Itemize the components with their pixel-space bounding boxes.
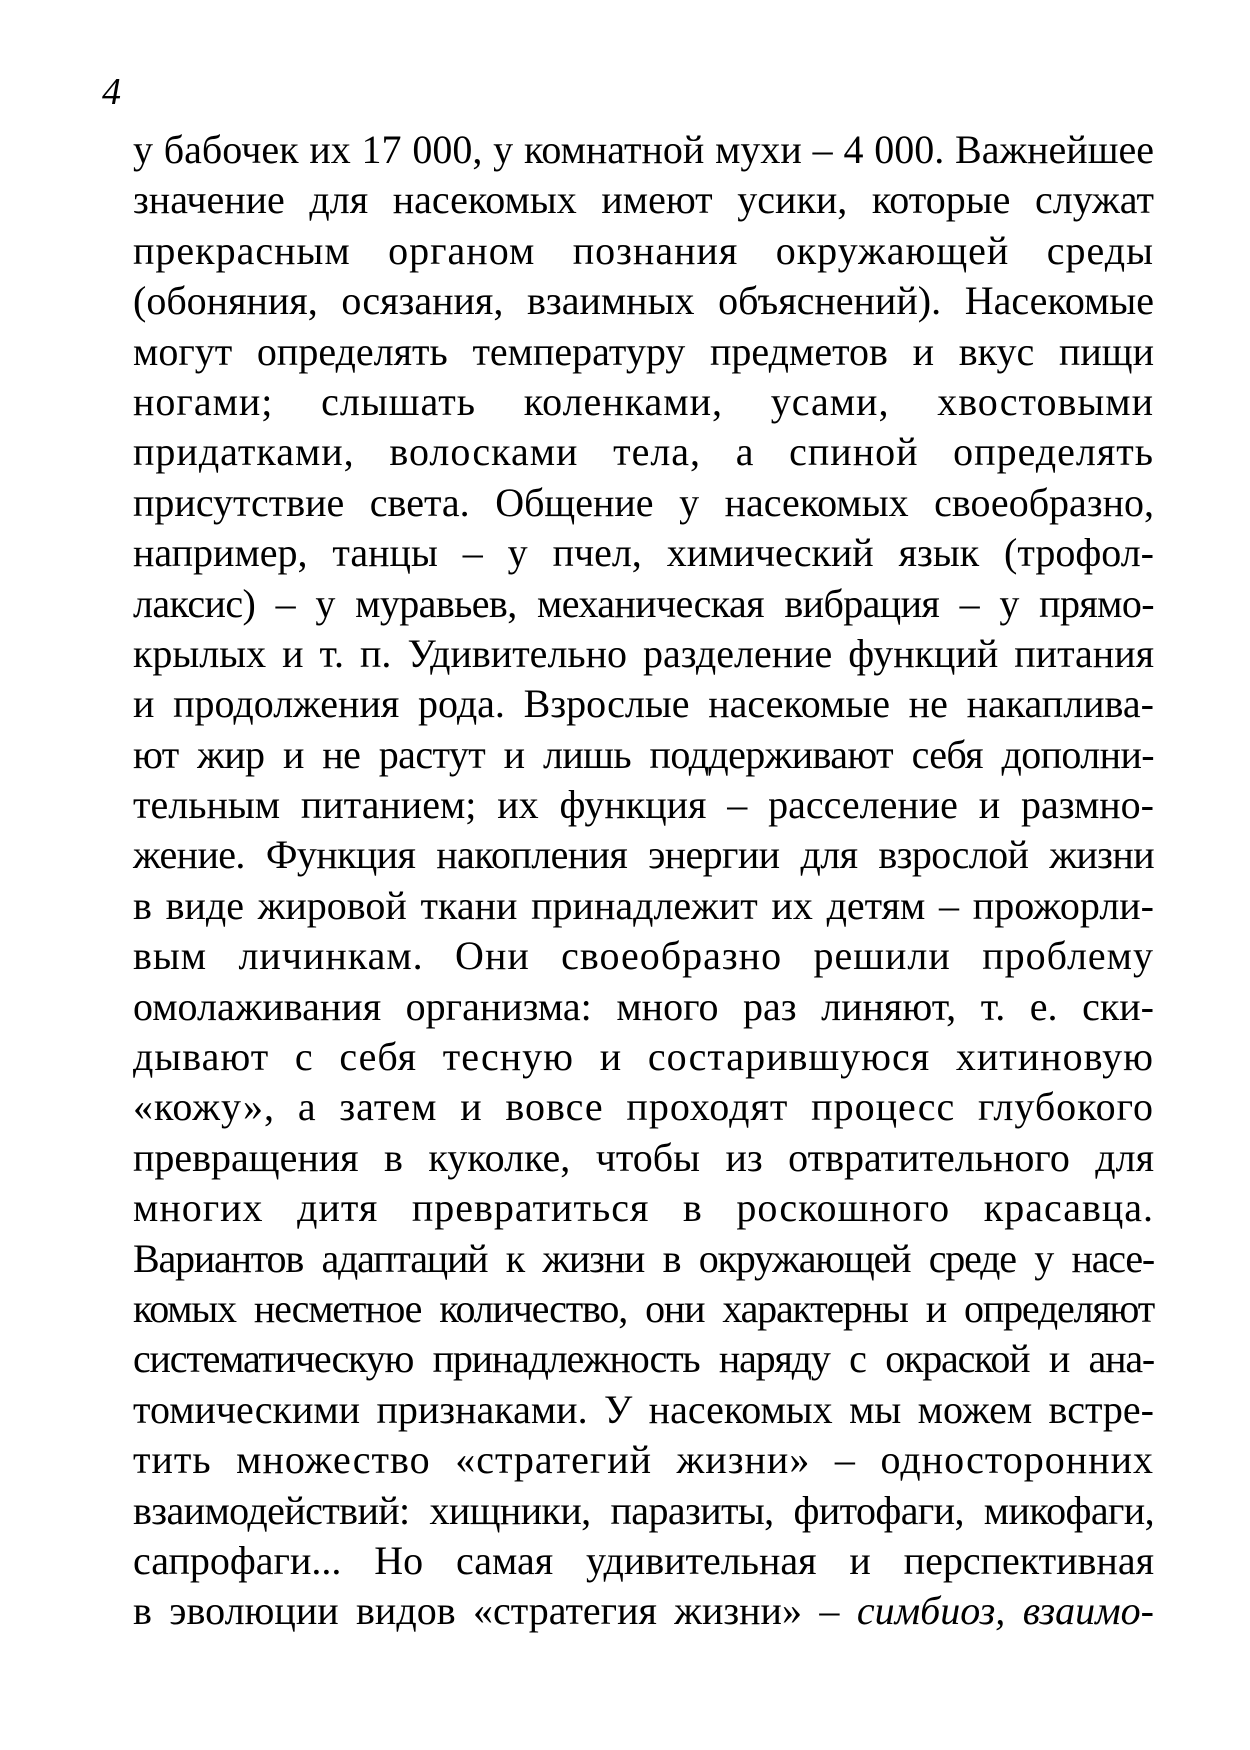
page-number: 4 xyxy=(102,71,121,113)
text-line: «кожу», а затем и вовсе проходят процесс глубокого xyxy=(133,1084,1154,1130)
text-line: жение. Функция накопления энергии для взрослой жизни xyxy=(133,832,1154,878)
last-line-italic: симбиоз, взаимо- xyxy=(856,1588,1154,1634)
text-line: (обоняния, осязания, взаимных объяснений). Насекомые xyxy=(133,278,1154,324)
text-line-last xyxy=(133,1586,1154,1636)
text-line: ют жир и не растут и лишь поддерживают себя дополни- xyxy=(133,731,1154,777)
text-line: комых несметное количество, они характерны и определяют xyxy=(133,1285,1154,1331)
text-line: значение для насекомых имеют усики, которые служат xyxy=(133,177,1154,223)
text-line: могут определять температуру предметов и вкус пищи xyxy=(133,328,1154,374)
text-line: систематическую принадлежность наряду с окраской и ана- xyxy=(133,1336,1154,1382)
text-line: лаксис) – у муравьев, механическая вибрация – у прямо- xyxy=(133,580,1154,626)
text-line: придатками, волосками тела, а спиной определять xyxy=(133,429,1154,475)
text-line: ногами; слышать коленками, усами, хвостовыми xyxy=(133,378,1154,424)
text-line: крылых и т. п. Удивительно разделение функций питания xyxy=(133,630,1154,676)
text-line: присутствие света. Общение у насекомых своеобразно, xyxy=(133,479,1154,525)
text-line: томическими признаками. У насекомых мы можем встре- xyxy=(133,1386,1154,1432)
text-line: прекрасным органом познания окружающей среды xyxy=(133,227,1154,273)
text-line: у бабочек их 17 000, у комнатной мухи – 4 000. Важнейшее xyxy=(133,127,1154,172)
body-text xyxy=(133,125,1154,1637)
text-line: многих дитя превратиться в роскошного красавца. xyxy=(133,1185,1154,1231)
text-line: сапрофаги... Но самая удивительная и перспективная xyxy=(133,1537,1154,1583)
text-line: в виде жировой ткани принадлежит их детям – прожорли- xyxy=(133,882,1154,928)
last-line-plain: в эволюции видов «стратегия жизни» – xyxy=(133,1588,857,1634)
text-line: например, танцы – у пчел, химический язык (трофол- xyxy=(133,530,1154,576)
text-line: тельным питанием; их функция – расселение и размно- xyxy=(133,782,1154,828)
text-line: и продолжения рода. Взрослые насекомые не накаплива- xyxy=(133,681,1154,727)
text-line: дывают с себя тесную и состарившуюся хитиновую xyxy=(133,1034,1154,1080)
text-line: превращения в куколке, чтобы из отвратительного для xyxy=(133,1134,1154,1180)
text-line: вым личинкам. Они своеобразно решили проблему xyxy=(133,933,1154,979)
text-line: омолаживания организма: много раз линяют, т. е. ски- xyxy=(133,983,1154,1029)
text-line: Вариантов адаптаций к жизни в окружающей среде у насе- xyxy=(133,1235,1154,1281)
text-line: тить множество «стратегий жизни» – односторонних xyxy=(133,1437,1154,1483)
text-line: взаимодействий: хищники, паразиты, фитофаги, микофаги, xyxy=(133,1487,1154,1533)
